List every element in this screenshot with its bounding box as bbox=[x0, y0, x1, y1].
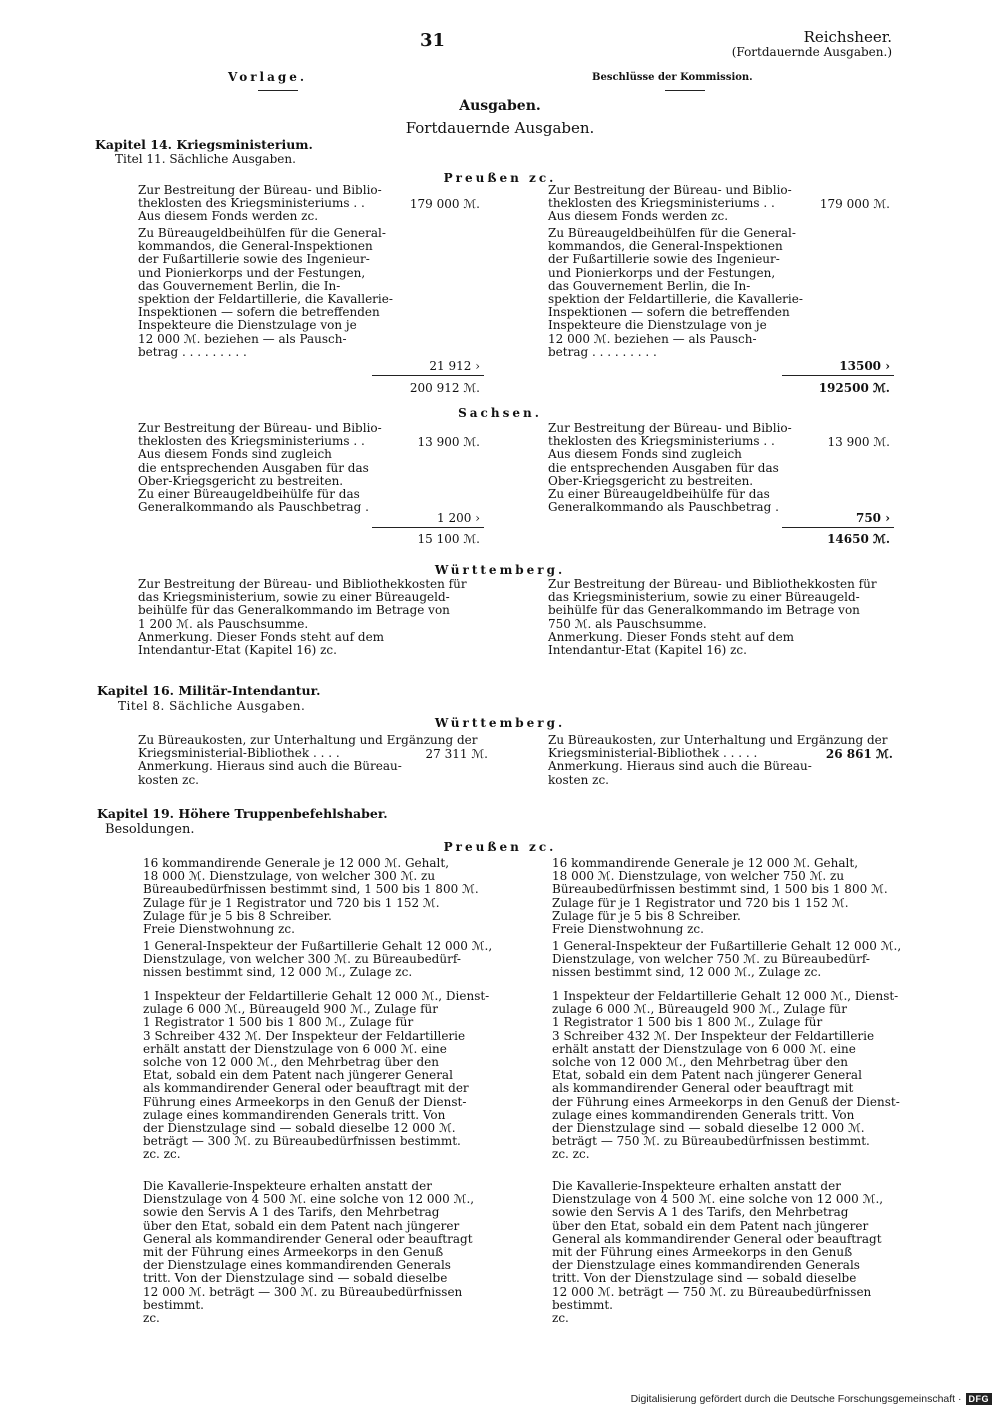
running-subhead: (Fortdauernde Ausgaben.) bbox=[731, 45, 892, 59]
wuerttemberg-heading-2: Württemberg. bbox=[434, 716, 566, 730]
wuerttemberg-heading: Württemberg. bbox=[434, 563, 566, 577]
kap14-right-item-2: Zu Büreaugeldbeihülfen für die General- kommandos, die General-Inspektionen der Fußartillerie sowie des Ingenieur- und Pionierkorps und der Festungen, das Gouvernement Berlin, die In- spektion der Feldartillerie, die Kavallerie- Inspektionen — sofern die betreffenden Inspekteure die Dienstzulage von je 12 000 ℳ. beziehen — als Pausch- betrag . . . . . . . . . bbox=[548, 226, 803, 359]
kap14-right-item-1: Zur Bestreitung der Büreau- und Biblio- theklosten des Kriegsministeriums . . Aus diesem Fonds werden zc. bbox=[548, 183, 792, 224]
divider bbox=[665, 90, 705, 91]
kapitel-19-heading: Kapitel 19. Höhere Truppenbefehlshaber. bbox=[97, 806, 388, 821]
divider bbox=[258, 90, 298, 91]
dfg-logo: DFG bbox=[966, 1393, 993, 1405]
wuerttemberg-right-text: Zur Bestreitung der Büreau- und Bibliothekkosten für das Kriegsministerium, sowie zu einer Büreaugeld- beihülfe für das Generalkommando im Betrage von 750 ℳ. als Pauschsumme. Anmerkung. Dieser Fonds steht auf dem Intendantur-Etat (Kapitel 16) zc. bbox=[548, 577, 877, 658]
digitization-footer bbox=[631, 1393, 992, 1405]
sachsen-left-amount-2: 1 200 › bbox=[437, 511, 480, 525]
kap16-left-amount: 27 311 ℳ. bbox=[425, 747, 488, 761]
kap14-right-amount-2: 13500 › bbox=[839, 359, 890, 373]
page-number: 31 bbox=[420, 30, 446, 51]
kap19-left-generale: 16 kommandirende Generale je 12 000 ℳ. Gehalt, 18 000 ℳ. Dienstzulage, von welcher 300 ℳ. zu Büreaubedürfnissen bestimmt sind, 1 500 bis 1 800 ℳ. Zulage für je 1 Registrator und 720 bis 1 152 ℳ. Zulage für je 5 bis 8 Schreiber. Freie Dienstwohnung zc. bbox=[143, 856, 479, 937]
kap14-left-sum: 200 912 ℳ. bbox=[409, 381, 480, 395]
titel-11-heading: Titel 11. Sächliche Ausgaben. bbox=[115, 152, 296, 166]
sachsen-left-sum: 15 100 ℳ. bbox=[417, 532, 480, 546]
preussen-heading: Preußen zc. bbox=[443, 171, 557, 185]
sachsen-left-amount-1: 13 900 ℳ. bbox=[417, 435, 480, 449]
besoldungen-heading: Besoldungen. bbox=[105, 822, 195, 837]
kapitel-14-heading: Kapitel 14. Kriegsministerium. bbox=[95, 137, 313, 152]
kap16-right-amount: 26 861 ℳ. bbox=[825, 747, 893, 761]
kap14-right-sum: 192500 ℳ. bbox=[818, 381, 890, 395]
sachsen-left-items: Zur Bestreitung der Büreau- und Biblio- theklosten des Kriegsministeriums . . Aus diesem Fonds sind zugleich die entsprechenden Ausgaben für das Ober-Kriegsgericht zu bestreiten. Zu einer Büreaugeldbeihülfe für das Generalkommando als Pauschbetrag . bbox=[138, 421, 382, 515]
sum-rule bbox=[372, 527, 484, 528]
column-head-left: Vorlage. bbox=[228, 70, 308, 84]
column-head-right: Beschlüsse der Kommission. bbox=[592, 72, 753, 83]
wuerttemberg-left-text: Zur Bestreitung der Büreau- und Bibliothekkosten für das Kriegsministerium, sowie zu einer Büreaugeld- beihülfe für das Generalkommando im Betrage von 1 200 ℳ. als Pauschsumme. Anmerkung. Dieser Fonds steht auf dem Intendantur-Etat (Kapitel 16) zc. bbox=[138, 577, 467, 658]
sachsen-right-amount-1: 13 900 ℳ. bbox=[827, 435, 890, 449]
kapitel-16-heading: Kapitel 16. Militär-Intendantur. bbox=[97, 683, 321, 698]
kap14-left-item-1: Zur Bestreitung der Büreau- und Biblio- theklosten des Kriegsministeriums . . Aus diesem Fonds werden zc. bbox=[138, 183, 382, 224]
kap19-right-generale: 16 kommandirende Generale je 12 000 ℳ. Gehalt, 18 000 ℳ. Dienstzulage, von welcher 750 ℳ. zu Büreaubedürfnissen bestimmt sind, 1 500 bis 1 800 ℳ. Zulage für je 1 Registrator und 720 bis 1 152 ℳ. Zulage für je 5 bis 8 Schreiber. Freie Dienstwohnung zc. bbox=[552, 856, 888, 937]
sum-rule bbox=[372, 375, 484, 376]
kap19-right-kavallerie: Die Kavallerie-Inspekteure erhalten anstatt der Dienstzulage von 4 500 ℳ. eine solche von 12 000 ℳ., sowie den Servis A 1 des Tarifs, den Mehrbetrag über den Etat, sobald ein dem Patent nach jüngerer General als kommandirender General oder beauftragt mit der Führung eines Armeekorps in den Genuß der Dienstzulage eines kommandirenden Generals tritt. Von der Dienstzulage sind — sobald dieselbe 12 000 ℳ. beträgt — 750 ℳ. zu Büreaubedürfnissen bestimmt. zc. bbox=[552, 1179, 884, 1326]
kap19-left-kavallerie: Die Kavallerie-Inspekteure erhalten anstatt der Dienstzulage von 4 500 ℳ. eine solche von 12 000 ℳ., sowie den Servis A 1 des Tarifs, den Mehrbetrag über den Etat, sobald ein dem Patent nach jüngerer General als kommandirender General oder beauftragt mit der Führung eines Armeekorps in den Genuß der Dienstzulage eines kommandirenden Generals tritt. Von der Dienstzulage sind — sobald dieselbe 12 000 ℳ. beträgt — 300 ℳ. zu Büreaubedürfnissen bestimmt. zc. bbox=[143, 1179, 475, 1326]
sachsen-heading: Sachsen. bbox=[458, 406, 542, 420]
kap14-left-amount-2: 21 912 › bbox=[429, 359, 480, 373]
section-subtitle: Fortdauernde Ausgaben. bbox=[405, 119, 595, 137]
kap14-left-amount-1: 179 000 ℳ. bbox=[409, 197, 480, 211]
sum-rule bbox=[782, 527, 894, 528]
sachsen-right-items: Zur Bestreitung der Büreau- und Biblio- theklosten des Kriegsministeriums . . Aus diesem Fonds sind zugleich die entsprechenden Ausgaben für das Ober-Kriegsgericht zu bestreiten. Zu einer Büreaugeldbeihülfe für das Generalkommando als Pauschbetrag . bbox=[548, 421, 792, 515]
titel-8-heading: Titel 8. Sächliche Ausgaben. bbox=[118, 699, 306, 713]
running-head: Reichsheer. bbox=[803, 28, 892, 46]
sum-rule bbox=[782, 375, 894, 376]
kap19-right-fussartillerie: 1 General-Inspekteur der Fußartillerie Gehalt 12 000 ℳ., Dienstzulage, von welcher 750 ℳ. zu Büreaubedürf- nissen bestimmt sind, 12 000 ℳ., Zulage zc. bbox=[552, 939, 902, 980]
kap19-left-fussartillerie: 1 General-Inspekteur der Fußartillerie Gehalt 12 000 ℳ., Dienstzulage, von welcher 300 ℳ. zu Büreaubedürf- nissen bestimmt sind, 12 000 ℳ., Zulage zc. bbox=[143, 939, 493, 980]
sachsen-right-sum: 14650 ℳ. bbox=[827, 532, 890, 546]
kap19-right-feldartillerie: 1 Inspekteur der Feldartillerie Gehalt 12 000 ℳ., Dienst- zulage 6 000 ℳ., Büreaugeld 900 ℳ., Zulage für 1 Registrator 1 500 bis 1 800 ℳ., Zulage für 3 Schreiber 432 ℳ. Der Inspekteur der Feldartillerie erhält anstatt der Dienstzulage von 6 000 ℳ. eine solche von 12 000 ℳ., den Mehrbetrag über den Etat, sobald ein dem Patent nach jüngerer General als kommandirender General oder beauftragt mit der Führung eines Armeekorps in den Genuß der Dienst- zulage eines kommandirenden Generals tritt. Von der Dienstzulage sind — sobald dieselbe 12 000 ℳ. beträgt — 750 ℳ. zu Büreaubedürfnissen bestimmt. zc. zc. bbox=[552, 989, 900, 1162]
section-title: Ausgaben. bbox=[459, 98, 541, 114]
kap14-left-item-2: Zu Büreaugeldbeihülfen für die General- kommandos, die General-Inspektionen der Fußartillerie sowie des Ingenieur- und Pionierkorps und der Festungen, das Gouvernement Berlin, die In- spektion der Feldartillerie, die Kavallerie- Inspektionen — sofern die betreffenden Inspekteure die Dienstzulage von je 12 000 ℳ. beziehen — als Pausch- betrag . . . . . . . . . bbox=[138, 226, 393, 359]
kap16-right-text: Zu Büreaukosten, zur Unterhaltung und Ergänzung der Kriegsministerial-Bibliothek . . . . . Anmerkung. Hieraus sind auch die Büreau- kosten zc. bbox=[548, 733, 888, 787]
kap14-right-amount-1: 179 000 ℳ. bbox=[819, 197, 890, 211]
footer-text: Digitalisierung gefördert durch die Deutsche Forschungsgemeinschaft · bbox=[630, 1393, 962, 1405]
kap19-left-feldartillerie: 1 Inspekteur der Feldartillerie Gehalt 12 000 ℳ., Dienst- zulage 6 000 ℳ., Büreaugeld 900 ℳ., Zulage für 1 Registrator 1 500 bis 1 800 ℳ., Zulage für 3 Schreiber 432 ℳ. Der Inspekteur der Feldartillerie erhält anstatt der Dienstzulage von 6 000 ℳ. eine solche von 12 000 ℳ., den Mehrbetrag über den Etat, sobald ein dem Patent nach jüngerer General als kommandirender General oder beauftragt mit der Führung eines Armeekorps in den Genuß der Dienst- zulage eines kommandirenden Generals tritt. Von der Dienstzulage sind — sobald dieselbe 12 000 ℳ. beträgt — 300 ℳ. zu Büreaubedürfnissen bestimmt. zc. zc. bbox=[143, 989, 490, 1162]
preussen-heading-2: Preußen zc. bbox=[443, 840, 557, 854]
kap16-left-text: Zu Büreaukosten, zur Unterhaltung und Ergänzung der Kriegsministerial-Bibliothek . . . . Anmerkung. Hieraus sind auch die Büreau- kosten zc. bbox=[138, 733, 478, 787]
sachsen-right-amount-2: 750 › bbox=[855, 511, 890, 525]
